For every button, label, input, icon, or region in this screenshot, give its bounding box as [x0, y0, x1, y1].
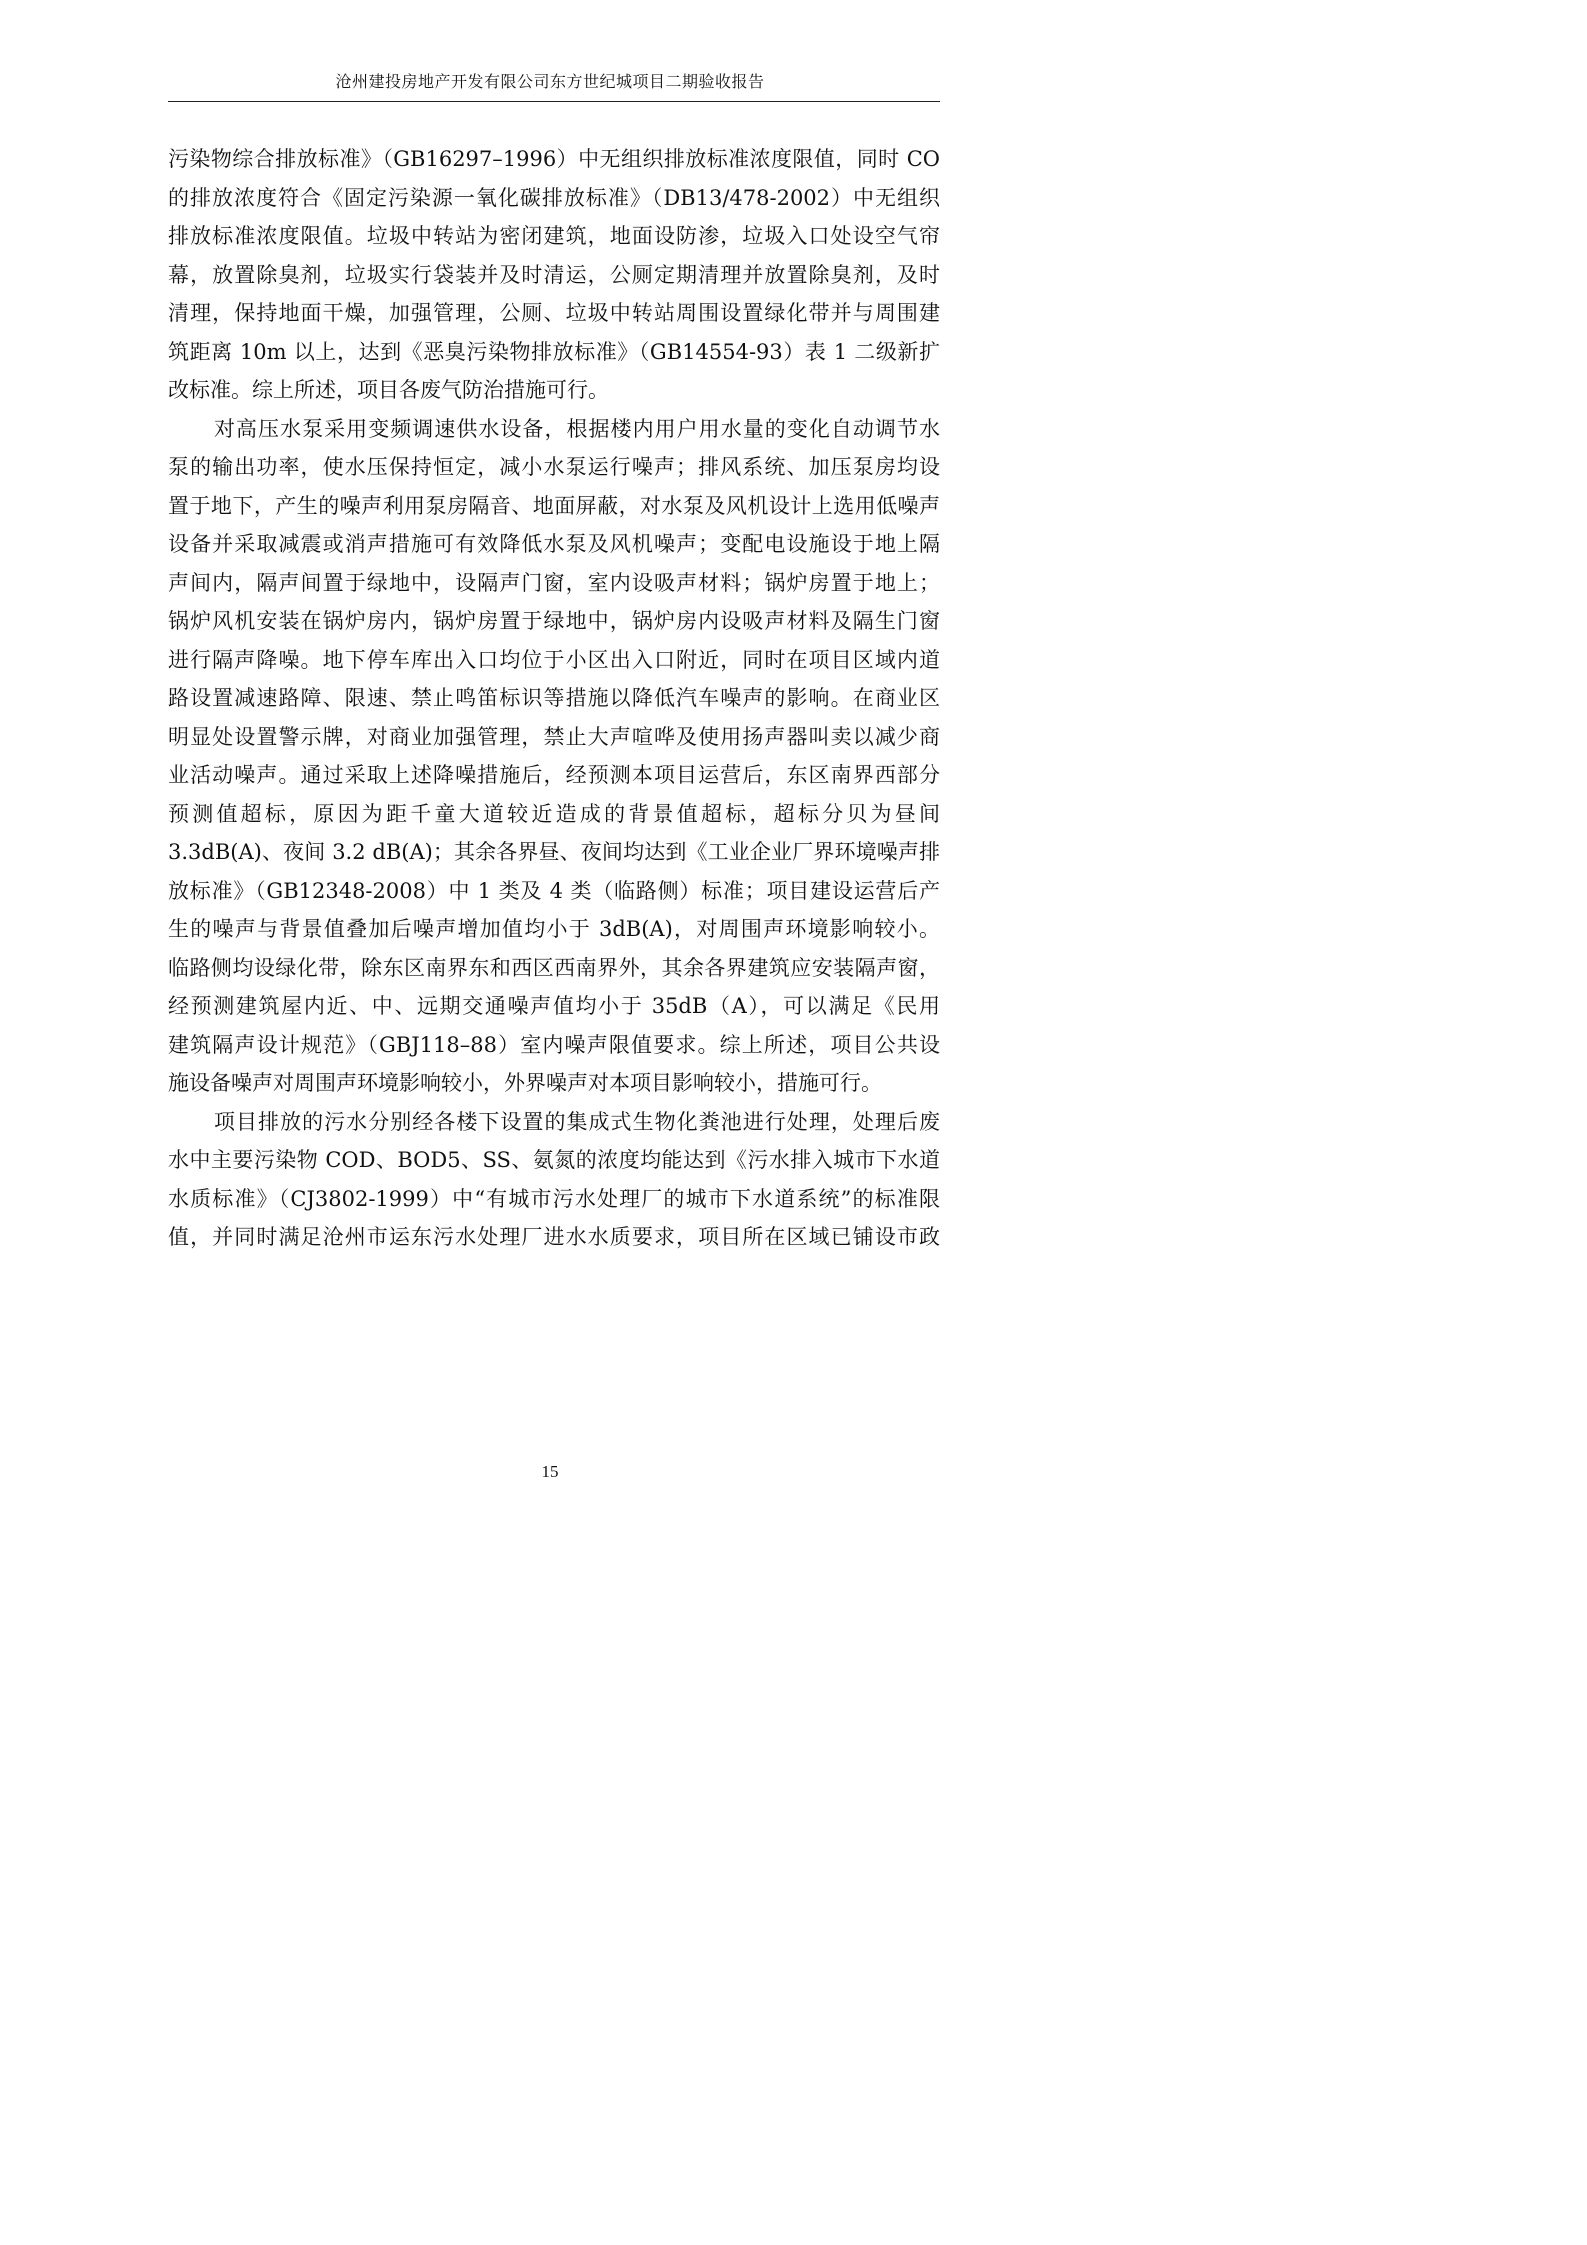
text-line: 放标准》（GB12348-2008）中 1 类及 4 类（临路侧）标准；项目建设运营后产: [168, 878, 940, 903]
text-line: 锅炉风机安装在锅炉房内，锅炉房置于绿地中，锅炉房内设吸声材料及隔生门窗: [168, 609, 940, 633]
text-line: 幕，放置除臭剂，垃圾实行袋装并及时清运，公厕定期清理并放置除臭剂，及时: [168, 262, 940, 287]
text-line: 的排放浓度符合《固定污染源一氧化碳排放标准》（DB13/478-2002）中无组织: [168, 185, 940, 210]
paragraph-noise: [168, 410, 940, 1103]
text-line: 水质标准》（CJ3802-1999）中“有城市污水处理厂的城市下水道系统”的标准限: [168, 1186, 940, 1211]
page-header-title: 沧州建投房地产开发有限公司东方世纪城项目二期验收报告: [335, 72, 765, 91]
text-line: 生的噪声与背景值叠加后噪声增加值均小于 3dB(A)，对周围声环境影响较小。: [168, 917, 940, 941]
text-line: 筑距离 10m 以上，达到《恶臭污染物排放标准》（GB14554-93）表 1 二级新扩: [168, 339, 940, 364]
text-line: 设备并采取减震或消声措施可有效降低水泵及风机噪声；变配电设施设于地上隔: [168, 532, 940, 556]
text-line: 排放标准浓度限值。垃圾中转站为密闭建筑，地面设防渗，垃圾入口处设空气帘: [168, 224, 940, 248]
text-line: 污染物综合排放标准》（GB16297–1996）中无组织排放标准浓度限值，同时 CO: [168, 147, 940, 171]
document-page: [0, 0, 1100, 1556]
text-line: 施设备噪声对周围声环境影响较小，外界噪声对本项目影响较小，措施可行。: [168, 1071, 882, 1095]
text-line: 3.3dB(A)、夜间 3.2 dB(A)；其余各界昼、夜间均达到《工业企业厂界环境噪声排: [168, 840, 940, 864]
document-body: [168, 140, 940, 1257]
text-line: 置于地下，产生的噪声利用泵房隔音、地面屏蔽，对水泵及风机设计上选用低噪声: [168, 493, 940, 518]
text-line: 业活动噪声。通过采取上述降噪措施后，经预测本项目运营后，东区南界西部分: [168, 763, 940, 787]
text-line: 建筑隔声设计规范》（GBJ118–88）室内噪声限值要求。综上所述，项目公共设: [168, 1032, 940, 1057]
text-line: 清理，保持地面干燥，加强管理，公厕、垃圾中转站周围设置绿化带并与周围建: [168, 301, 940, 325]
paragraph-wastewater: [168, 1103, 940, 1257]
text-line: 经预测建筑屋内近、中、远期交通噪声值均小于 35dB（A），可以满足《民用: [168, 994, 940, 1018]
text-line: 值，并同时满足沧州市运东污水处理厂进水水质要求，项目所在区域已铺设市政: [168, 1225, 940, 1249]
page-number: 15: [541, 1462, 559, 1481]
text-line: 声间内，隔声间置于绿地中，设隔声门窗，室内设吸声材料；锅炉房置于地上；: [168, 570, 940, 595]
text-line: 泵的输出功率，使水压保持恒定，减小水泵运行噪声；排风系统、加压泵房均设: [168, 455, 940, 479]
text-line: 临路侧均设绿化带，除东区南界东和西区西南界外，其余各界建筑应安装隔声窗，: [168, 955, 940, 980]
text-line: 预测值超标，原因为距千童大道较近造成的背景值超标，超标分贝为昼间: [168, 801, 940, 826]
header-divider: [168, 101, 940, 102]
text-line: 水中主要污染物 COD、BOD5、SS、氨氮的浓度均能达到《污水排入城市下水道: [168, 1148, 940, 1172]
text-line: 路设置减速路障、限速、禁止鸣笛标识等措施以降低汽车噪声的影响。在商业区: [168, 686, 940, 710]
text-line: 项目排放的污水分别经各楼下设置的集成式生物化粪池进行处理，处理后废: [214, 1109, 940, 1134]
paragraph-waste-gas: [168, 140, 940, 410]
text-line: 进行隔声降噪。地下停车库出入口均位于小区出入口附近，同时在项目区域内道: [168, 647, 940, 672]
text-line: 改标准。综上所述，项目各废气防治措施可行。: [168, 378, 609, 402]
text-line: 对高压水泵采用变频调速供水设备，根据楼内用户用水量的变化自动调节水: [214, 416, 940, 441]
text-line: 明显处设置警示牌，对商业加强管理，禁止大声喧哗及使用扬声器叫卖以减少商: [168, 724, 940, 749]
